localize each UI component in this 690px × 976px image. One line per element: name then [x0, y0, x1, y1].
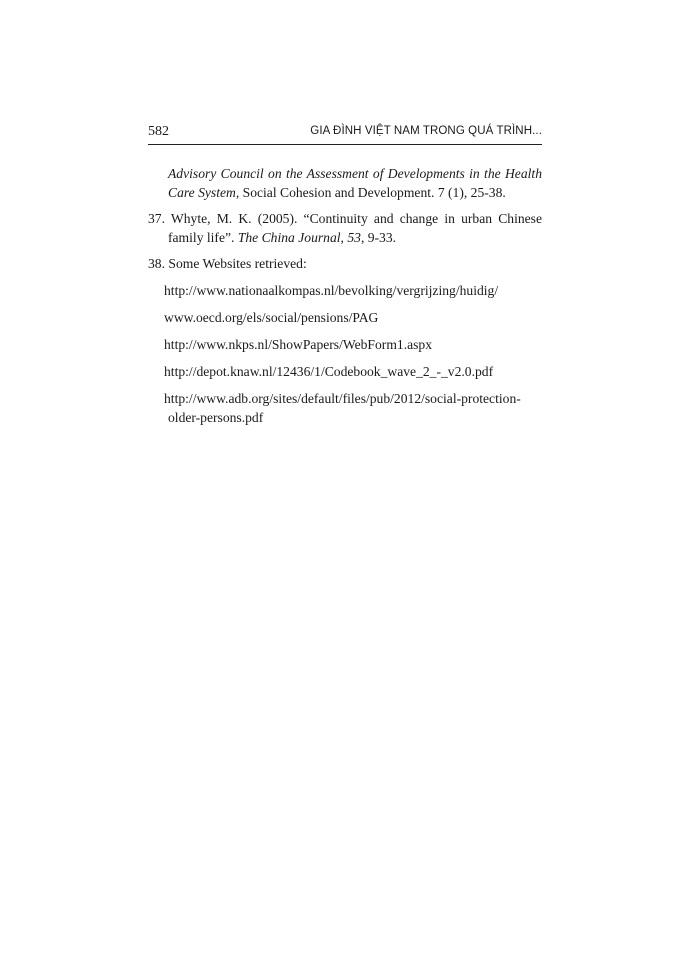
reference-36-italic-title: Advisory Council on the Assessment of Developments in the Health Care System,: [168, 166, 542, 200]
reference-37-number: 37.: [148, 211, 165, 226]
website-url: www.oecd.org/els/social/pensions/PAG: [164, 310, 379, 325]
reference-37-text: Whyte, M. K. (2005). “Continuity and change in urban Chinese family life”.: [165, 211, 542, 245]
reference-38-text: Some Websites retrieved:: [165, 256, 307, 271]
website-url: http://depot.knaw.nl/12436/1/Codebook_wave_2_-_v2.0.pdf: [164, 364, 494, 379]
reference-36-continuation: [168, 164, 542, 202]
reference-37-pages: , 9-33.: [360, 230, 397, 245]
running-title: GIA ĐÌNH VIỆT NAM TRONG QUÁ TRÌNH...: [310, 125, 542, 137]
page-number: 582: [148, 124, 169, 139]
reference-38: [148, 254, 542, 273]
reference-38-number: 38.: [148, 256, 165, 271]
reference-37-journal: The China Journal, 53: [237, 230, 361, 245]
reference-36-rest: Social Cohesion and Development. 7 (1), 25-38.: [239, 185, 506, 200]
website-url: http://www.nationaalkompas.nl/bevolking/vergrijzing/huidig/: [164, 283, 499, 298]
website-url: http://www.adb.org/sites/default/files/pub/2012/social-protection-older-persons.pdf: [164, 391, 521, 425]
page-header: [148, 122, 542, 145]
website-url: http://www.nkps.nl/ShowPapers/WebForm1.aspx: [164, 337, 433, 352]
reference-list: [148, 164, 542, 427]
website-list: [148, 281, 542, 427]
reference-37: [148, 209, 542, 247]
